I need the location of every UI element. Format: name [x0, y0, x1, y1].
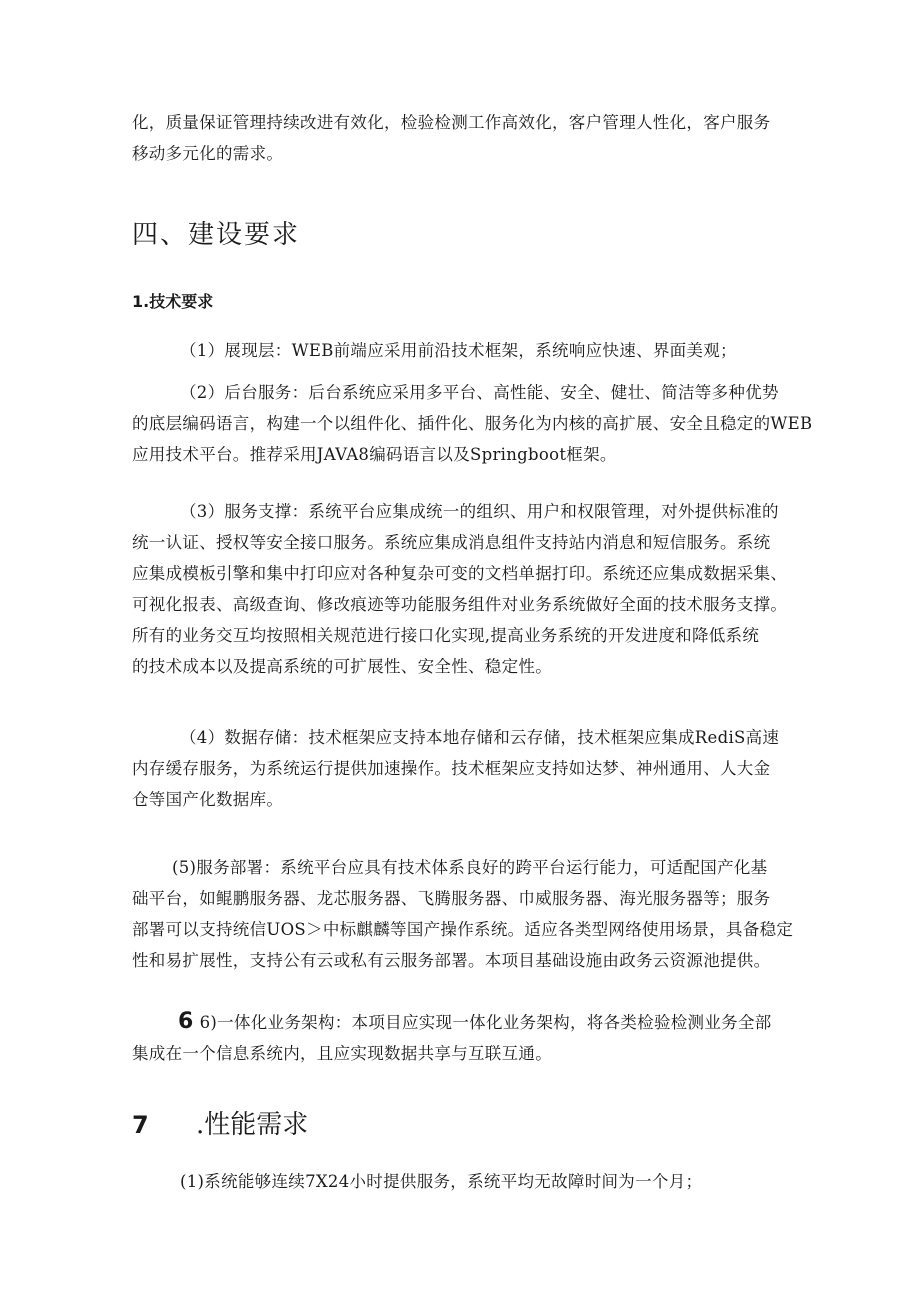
text-line: 化，质量保证管理持续改进有效化，检验检测工作高效化，客户管理人性化，客户服务 — [132, 113, 771, 132]
section-title: 四、建设要求 — [132, 220, 301, 250]
text-line: 应集成模板引擎和集中打印应对各种复杂可变的文档单据打印。系统还应集成数据采集、 — [132, 564, 788, 583]
intro-paragraph — [132, 107, 770, 169]
item-1-paragraph — [180, 335, 737, 366]
perf-item-1-paragraph — [180, 1166, 702, 1197]
item-4-paragraph — [132, 722, 779, 815]
text-line: 应用技术平台。推荐采用JAVA8编码语言以及Springboot框架。 — [132, 445, 617, 464]
item-3-paragraph — [132, 496, 787, 682]
item-6-paragraph — [132, 1006, 772, 1069]
text-line: 所有的业务交互均按照相关规范进行接口化实现,提高业务系统的开发进度和降低系统 — [132, 626, 760, 645]
text-line-content: 6)一体化业务架构：本项目应实现一体化业务架构，将各类检验检测业务全部 — [199, 1013, 772, 1032]
text-line: 部署可以支持统信UOS＞中标麒麟等国产操作系统。适应各类型网络使用场景，具备稳定 — [132, 920, 794, 939]
text-line: 础平台，如鲲鹏服务器、龙芯服务器、飞腾服务器、巾威服务器、海光服务器等；服务 — [132, 889, 771, 908]
text-line: 移动多元化的需求。 — [132, 144, 284, 163]
text-line: 内存缓存服务，为系统运行提供加速操作。技术框架应支持如达梦、神州通用、人大金 — [132, 759, 771, 778]
text-line: 集成在一个信息系统内，且应实现数据共享与互联互通。 — [132, 1044, 552, 1063]
text-line — [178, 1006, 772, 1038]
performance-heading-title: .性能需求 — [196, 1110, 309, 1140]
item-2-paragraph — [132, 377, 812, 470]
text-line: 统一认证、授权等安全接口服务。系统应集成消息组件支持站内消息和短信服务。系统 — [132, 533, 771, 552]
text-line: 性和易扩展性，支持公有云或私有云服务部署。本项目基础设施由政务云资源池提供。 — [132, 951, 771, 970]
text-line: （2）后台服务：后台系统应采用多平台、高性能、安全、健壮、简洁等多种优势 — [180, 383, 779, 402]
text-line: 的底层编码语言，构建一个以组件化、插件化、服务化为内核的高扩展、安全且稳定的WEB — [132, 414, 813, 433]
text-line: 的技术成本以及提高系统的可扩展性、安全性、稳定性。 — [132, 657, 552, 676]
item-5-paragraph — [132, 852, 793, 976]
performance-heading — [132, 1104, 308, 1141]
subsection-title: 1.技术要求 — [132, 292, 214, 311]
item-6-number: 6 — [178, 1009, 194, 1034]
text-line: （3）服务支撑：系统平台应集成统一的组织、用户和权限管理，对外提供标准的 — [180, 502, 779, 521]
text-line: 仓等国产化数据库。 — [132, 790, 284, 809]
text-line: (5)服务部署：系统平台应具有技术体系良好的跨平台运行能力，可适配国产化基 — [172, 858, 768, 877]
text-line: 可视化报表、高级查询、修改痕迹等功能服务组件对业务系统做好全面的技术服务支撑。 — [132, 595, 788, 614]
performance-heading-number: 7 — [132, 1111, 149, 1139]
text-line: (1)系统能够连续7X24小时提供服务，系统平均无故障时间为一个月； — [180, 1172, 703, 1191]
text-line: （4）数据存储：技术框架应支持本地存储和云存储，技术框架应集成RediS高速 — [180, 728, 780, 747]
text-line: （1）展现层：WEB前端应采用前沿技术框架，系统响应快速、界面美观； — [180, 341, 737, 360]
